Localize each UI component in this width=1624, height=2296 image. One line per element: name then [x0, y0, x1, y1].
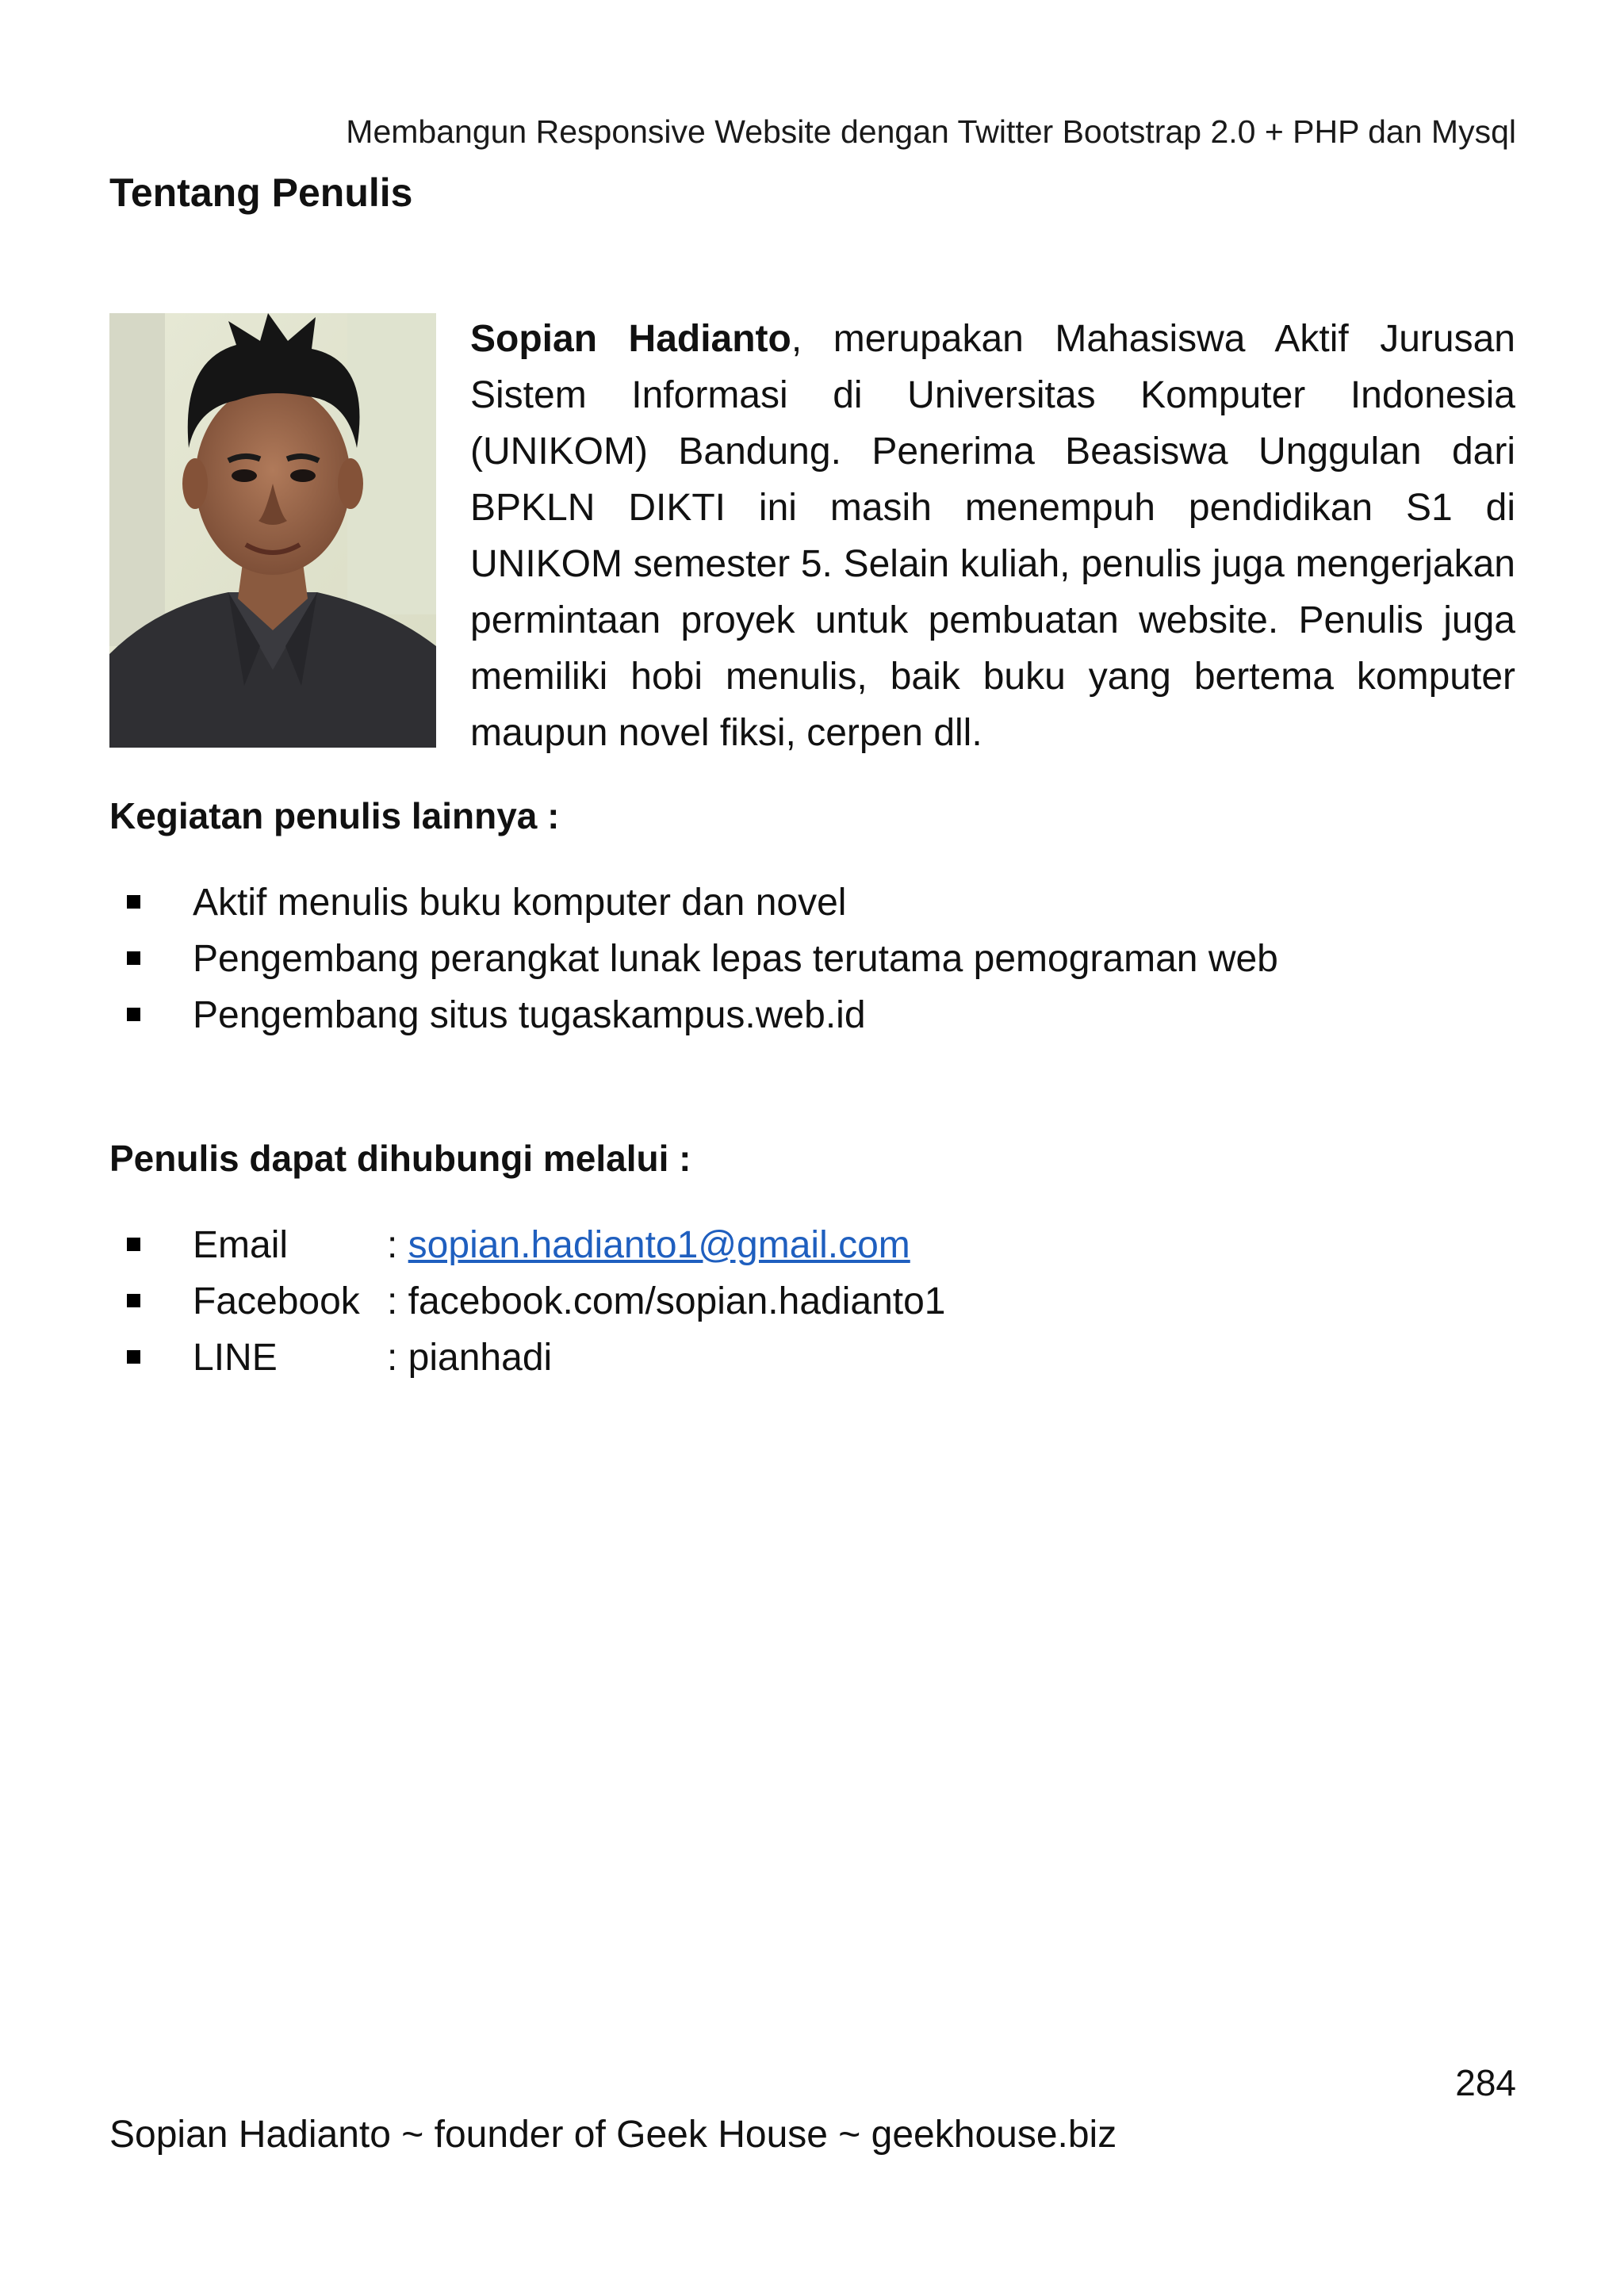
- page-title: Tentang Penulis: [109, 170, 413, 215]
- contact-item-email: [109, 1217, 945, 1273]
- square-bullet-icon: [127, 1294, 140, 1307]
- contact-label: Facebook: [193, 1280, 360, 1322]
- list-item: Aktif menulis buku komputer dan novel: [109, 874, 1278, 931]
- contact-item-line: [109, 1330, 945, 1386]
- contact-label: LINE: [193, 1337, 278, 1379]
- running-header: Membangun Responsive Website dengan Twitter Bootstrap 2.0 + PHP dan Mysql: [346, 113, 1516, 150]
- contact-heading: Penulis dapat dihubungi melalui :: [109, 1138, 691, 1179]
- contact-separator: :: [387, 1224, 408, 1266]
- contact-label: Email: [193, 1224, 289, 1266]
- square-bullet-icon: [127, 1350, 140, 1364]
- author-bio-text: , merupakan Mahasiswa Aktif Jurusan Sistem Informasi di Universitas Komputer Indonesia (UNIKOM) Bandung. Penerima Beasiswa Unggulan dari BPKLN DIKTI ini masih menempuh pendidikan S1 di UNIKOM semester 5. Selain kuliah, penulis juga mengerjakan permintaan proyek untuk pembuatan website. Penulis juga memiliki hobi menulis, baik buku yang bertema komputer maupun novel fiksi, cerpen dll.: [470, 318, 1515, 754]
- contact-item-facebook: [109, 1273, 945, 1330]
- square-bullet-icon: [127, 1238, 140, 1251]
- square-bullet-icon: [127, 951, 140, 965]
- activities-heading: Kegiatan penulis lainnya :: [109, 795, 560, 836]
- list-item: Pengembang situs tugaskampus.web.id: [109, 987, 1278, 1043]
- author-name: Sopian Hadianto: [470, 318, 791, 360]
- square-bullet-icon: [127, 1008, 140, 1021]
- square-bullet-icon: [127, 895, 140, 909]
- contact-value: : pianhadi: [387, 1337, 553, 1379]
- list-item: Pengembang perangkat lunak lepas terutama pemograman web: [109, 931, 1278, 987]
- email-link[interactable]: sopian.hadianto1@gmail.com: [408, 1224, 910, 1266]
- contact-value: : facebook.com/sopian.hadianto1: [387, 1280, 946, 1322]
- author-bio: [470, 311, 1515, 761]
- page-number: 284: [1455, 2062, 1516, 2103]
- activities-list: [109, 874, 1278, 1043]
- contact-list: [109, 1217, 945, 1386]
- author-photo: [109, 313, 436, 748]
- page-footer: Sopian Hadianto ~ founder of Geek House ~ geekhouse.biz: [109, 2114, 1117, 2156]
